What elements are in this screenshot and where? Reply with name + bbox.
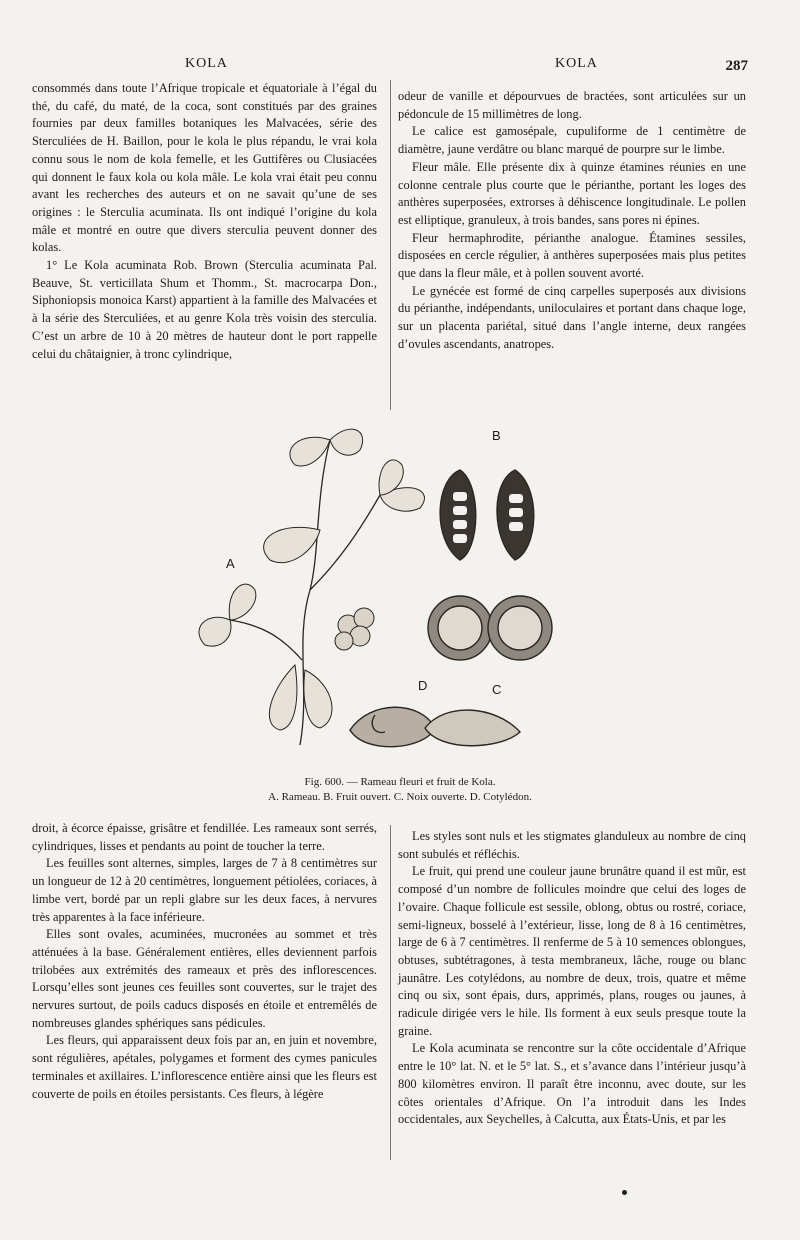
column-rule-top bbox=[390, 80, 391, 410]
kola-illustration bbox=[170, 410, 610, 770]
header-right-title: KOLA bbox=[555, 56, 598, 71]
paragraph: Elles sont ovales, acuminées, mucronées au sommet et très atténuées à la base. Généralement entières, elles deviennent parfois trilobées aux extrémités des rameaux et près des inflorescences. Lorsqu’elles sont jeunes ces feuilles sont couvertes, sur le trajet des nervures surtout, de poils caducs disposés en étoile et entremêlés de nombreuses glandes sphériques sans pédicules. bbox=[32, 927, 377, 1030]
paragraph: Le calice est gamosépale, cupuliforme de 1 centimètre de diamètre, jaune verdâtre ou blanc marqué de pourpre sur le limbe. bbox=[398, 124, 746, 157]
paragraph: Les fleurs, qui apparaissent deux fois par an, en juin et novembre, sont régulières, apétales, polygames et forment des cymes panicules terminales et axillaires. L’inflorescence entière ainsi que les fleurs est couverte de poils en étoiles persistants. Ces fleurs, à légère bbox=[32, 1033, 377, 1101]
paragraph: 1° Le Kola acuminata Rob. Brown (Sterculia acuminata Pal. Beauve, St. verticillata Shum et Thomm., St. macrocarpa Don., Siphoniopsis monoica Karst) appartient à la famille des Malvacées et à la série des Sterculiées, et au genre Kola très voisin des sterculia. C’est un arbre de 10 à 20 mètres de hauteur dont le port rappelle celui du châtaignier, à tronc cylindrique, bbox=[32, 258, 377, 361]
figure-caption bbox=[160, 775, 640, 805]
paragraph: consommés dans toute l’Afrique tropicale et équatoriale à l’égal du thé, du café, du maté, de la coca, sont constitués par des graines fournies par deux familles botaniques les Malvacées, série des Sterculiées de H. Baillon, pour le kola le plus répandu, le vrai kola connu sous le nom de kola femelle, et les Guttifères ou Clusiacées qui donnent le faux kola ou kola mâle. Le kola vrai était peu connu avant les recherches des auteurs et on ne savait qu’une de ses origines : le Sterculia acuminata. Ils ont indiqué l’origine du kola mâle et montré en outre que divers sterculia peuvent donner des kolas. bbox=[32, 81, 377, 255]
open-fruit bbox=[440, 470, 534, 560]
figure-label-b: B bbox=[492, 428, 501, 443]
paragraph: Fleur mâle. Elle présente dix à quinze étamines réunies en une colonne centrale plus courte que le périanthe, portant les loges des anthères superposées, extrorses à déhiscence longitudinale. Le pollen est elliptique, granuleux, à trois bandes, sans pores ni épines. bbox=[398, 159, 746, 227]
cotyledon bbox=[350, 707, 520, 746]
paragraph: Les styles sont nuls et les stigmates glanduleux au nombre de cinq sont subulés et réfléchis. bbox=[398, 829, 746, 861]
right-column-bottom bbox=[398, 828, 746, 1129]
figure-label-d: D bbox=[418, 678, 428, 693]
page-number: 287 bbox=[725, 58, 748, 74]
ink-dot bbox=[622, 1190, 627, 1195]
paragraph: odeur de vanille et dépourvues de bractées, sont articulées sur un pédoncule de 15 millimètres de long. bbox=[398, 89, 746, 121]
right-column-top bbox=[398, 88, 746, 354]
left-column-top bbox=[32, 80, 377, 363]
caption-line-1: Fig. 600. — Rameau fleuri et fruit de Kola. bbox=[304, 776, 496, 788]
paragraph: Fleur hermaphrodite, périanthe analogue. Étamines sessiles, disposées en cercle régulier, à anthères superposées mais plus petites que dans la fleur mâle, et à pollen souvent avorté. bbox=[398, 230, 746, 281]
left-column-bottom bbox=[32, 820, 377, 1103]
flower-cluster bbox=[335, 608, 374, 650]
paragraph: droit, à écorce épaisse, grisâtre et fendillée. Les rameaux sont serrés, cylindriques, lisses et pendants au point de toucher la terre. bbox=[32, 821, 377, 853]
figure-label-a: A bbox=[226, 556, 235, 571]
kola-plant-engraving bbox=[170, 410, 610, 770]
paragraph: Le gynécée est formé de cinq carpelles superposés aux divisions du périanthe, indépendants, uniloculaires et portant dans chaque loge, sur un placenta pariétal, situé dans l’angle interne, deux rangées d’ovules ascendants, anatropes. bbox=[398, 283, 746, 351]
caption-line-2: A. Rameau. B. Fruit ouvert. C. Noix ouverte. D. Cotylédon. bbox=[268, 791, 532, 803]
paragraph: Le fruit, qui prend une couleur jaune brunâtre quand il est mûr, est composé d’un nombre de follicules moindre que celui des loges de l’ovaire. Chaque follicule est sessile, oblong, obtus ou rostré, coriace, semi-ligneux, bosselé à l’extérieur, lisse, long de 8 à 16 centimètres, large de 6 à 7 centimètres. Il renferme de 5 à 10 semences oblongues, obtuses, subtétragones, à testa membraneux, lâche, rouge ou blanc jaunâtre. Les cotylédons, au nombre de deux, trois, quatre et même cinq ou six, sont épais, durs, apprimés, plans, rouges ou jaunes, à radicule dirigée vers le hile. Ils forment à eux seuls presque toute la graine. bbox=[398, 864, 746, 1038]
paragraph: Le Kola acuminata se rencontre sur la côte occidentale d’Afrique entre le 10° lat. N. et le 5° lat. S., et s’avance dans l’intérieur jusqu’à 800 kilomètres environ. Il paraît être inconnu, avec doute, sur les côtes orientales d’Afrique. On l’a introduit dans les Indes occidentales, aux Seychelles, à Calcutta, aux États-Unis, et par les bbox=[398, 1041, 746, 1127]
figure-label-c: C bbox=[492, 682, 502, 697]
header-left-title: KOLA bbox=[185, 56, 228, 71]
column-rule-bottom bbox=[390, 825, 391, 1160]
paragraph: Les feuilles sont alternes, simples, larges de 7 à 8 centimètres sur un longueur de 12 à 20 centimètres, longuement pétiolées, coriaces, à limbe vert, bordé par un repli glabre sur les deux faces, à nervures très apparentes à la face inférieure. bbox=[32, 856, 377, 924]
open-nut bbox=[428, 596, 552, 660]
